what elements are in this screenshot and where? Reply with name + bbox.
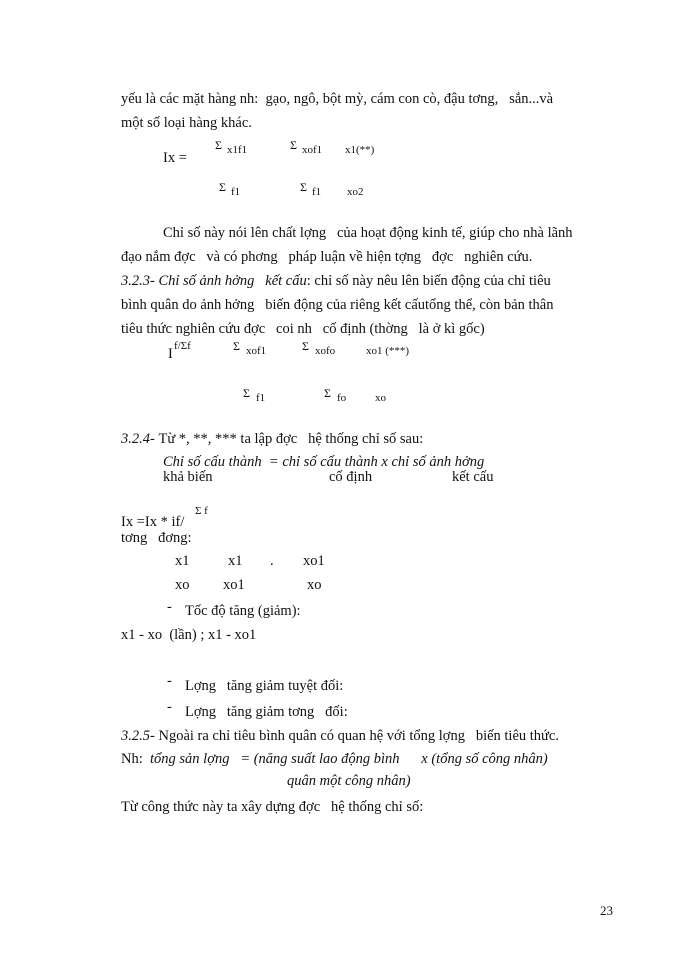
formula-cell: x1 xyxy=(228,553,243,569)
text-line: Ngoài ra chỉ tiêu bình quân có quan hệ với tổng lợng biến tiêu thức. xyxy=(158,728,559,744)
formula-superscript: Σ f xyxy=(195,505,208,517)
section-heading xyxy=(121,729,559,744)
formula-term: xo2 xyxy=(347,186,364,198)
sub-label: cố định xyxy=(329,469,373,485)
section-heading xyxy=(121,432,423,447)
sigma-symbol: Σ xyxy=(219,180,226,194)
page-number: 23 xyxy=(600,903,613,918)
formula-term: f1 xyxy=(256,392,266,404)
formula-cell: xo1 xyxy=(303,553,325,569)
bullet-marker: - xyxy=(167,673,172,689)
bullet-marker: - xyxy=(167,599,172,615)
bullet-text: Lợng tăng giảm tơng đối: xyxy=(185,704,348,720)
formula-term: xof1 xyxy=(246,345,267,357)
text-line: Chỉ số này nói lên chất lợng của hoạt động kinh tế, giúp cho nhà lãnh xyxy=(163,225,573,241)
formula-superscript: f/Σf xyxy=(174,340,191,352)
section-heading xyxy=(121,274,551,289)
text-line: tiêu thức nghiên cứu đợc coi nh cố định (thờng là ở kì gốc) xyxy=(121,321,485,337)
formula-cell: xo1 xyxy=(223,577,245,593)
italic-line: Chỉ số cấu thành = chỉ số cấu thành x chỉ số ảnh hởng xyxy=(163,454,485,470)
formula-term: f1 xyxy=(312,186,322,198)
text-line: tơng đơng: xyxy=(121,530,192,546)
italic-line: quân một công nhân) xyxy=(287,773,411,789)
text-line: : chỉ số này nêu lên biến động của chỉ tiêu xyxy=(306,273,551,289)
formula-cell: x1 xyxy=(175,553,190,569)
sigma-symbol: Σ xyxy=(243,386,250,400)
sub-label: kết cấu xyxy=(452,469,494,485)
sigma-symbol: Σ xyxy=(324,386,331,400)
formula-lhs: I xyxy=(168,346,173,362)
formula-cell: xo xyxy=(307,577,322,593)
formula-term: fo xyxy=(337,392,347,404)
formula-lhs: Ix = xyxy=(163,150,187,166)
formula-term: f1 xyxy=(231,186,241,198)
formula-term: xof1 xyxy=(302,144,323,156)
formula-line: x1 - xo (lần) ; x1 - xo1 xyxy=(121,627,257,643)
formula-term: x1(**) xyxy=(345,144,375,156)
sigma-symbol: Σ xyxy=(302,339,309,353)
bullet-text: Lợng tăng giảm tuyệt đối: xyxy=(185,678,344,694)
formula-term: xofo xyxy=(315,345,336,357)
formula-term: xo1 (***) xyxy=(366,345,410,357)
sigma-symbol: Σ xyxy=(233,339,240,353)
text-line: yếu là các mặt hàng nh: gạo, ngô, bột mỳ, cám con cò, đậu tơng, sắn...và xyxy=(121,91,554,107)
text-line: Từ *, **, *** ta lập đợc hệ thống chỉ số sau: xyxy=(158,431,424,447)
bullet-text: Tốc độ tăng (giảm): xyxy=(185,603,301,619)
section-title: 3.2.5- xyxy=(121,728,159,744)
sigma-symbol: Σ xyxy=(215,138,222,152)
italic-line: tổng sản lợng = (năng suất lao động bình x (tổng số công nhân) xyxy=(150,751,548,767)
sub-label: khả biến xyxy=(163,469,213,485)
section-title: 3.2.4- xyxy=(121,431,159,447)
example-line xyxy=(121,752,548,767)
sigma-symbol: Σ xyxy=(290,138,297,152)
sigma-symbol: Σ xyxy=(300,180,307,194)
text-line: bình quân do ảnh hởng biến động của riêng kết cấutổng thể, còn bản thân xyxy=(121,297,554,313)
text-line: đạo nắm đợc và có phơng pháp luận về hiện tợng đợc nghiên cứu. xyxy=(121,249,533,265)
section-title: 3.2.3- Chỉ số ảnh hởng kết cấu xyxy=(121,273,307,289)
formula-line: Ix =Ix * if/ xyxy=(121,514,185,530)
formula-cell: . xyxy=(270,553,274,569)
example-label: Nh: xyxy=(121,751,150,767)
text-line: Từ công thức này ta xây dựng đợc hệ thống chỉ số: xyxy=(121,799,424,815)
formula-cell: xo xyxy=(175,577,190,593)
bullet-marker: - xyxy=(167,699,172,715)
formula-term: xo xyxy=(375,392,386,404)
formula-term: x1f1 xyxy=(227,144,248,156)
text-line: một số loại hàng khác. xyxy=(121,115,252,131)
